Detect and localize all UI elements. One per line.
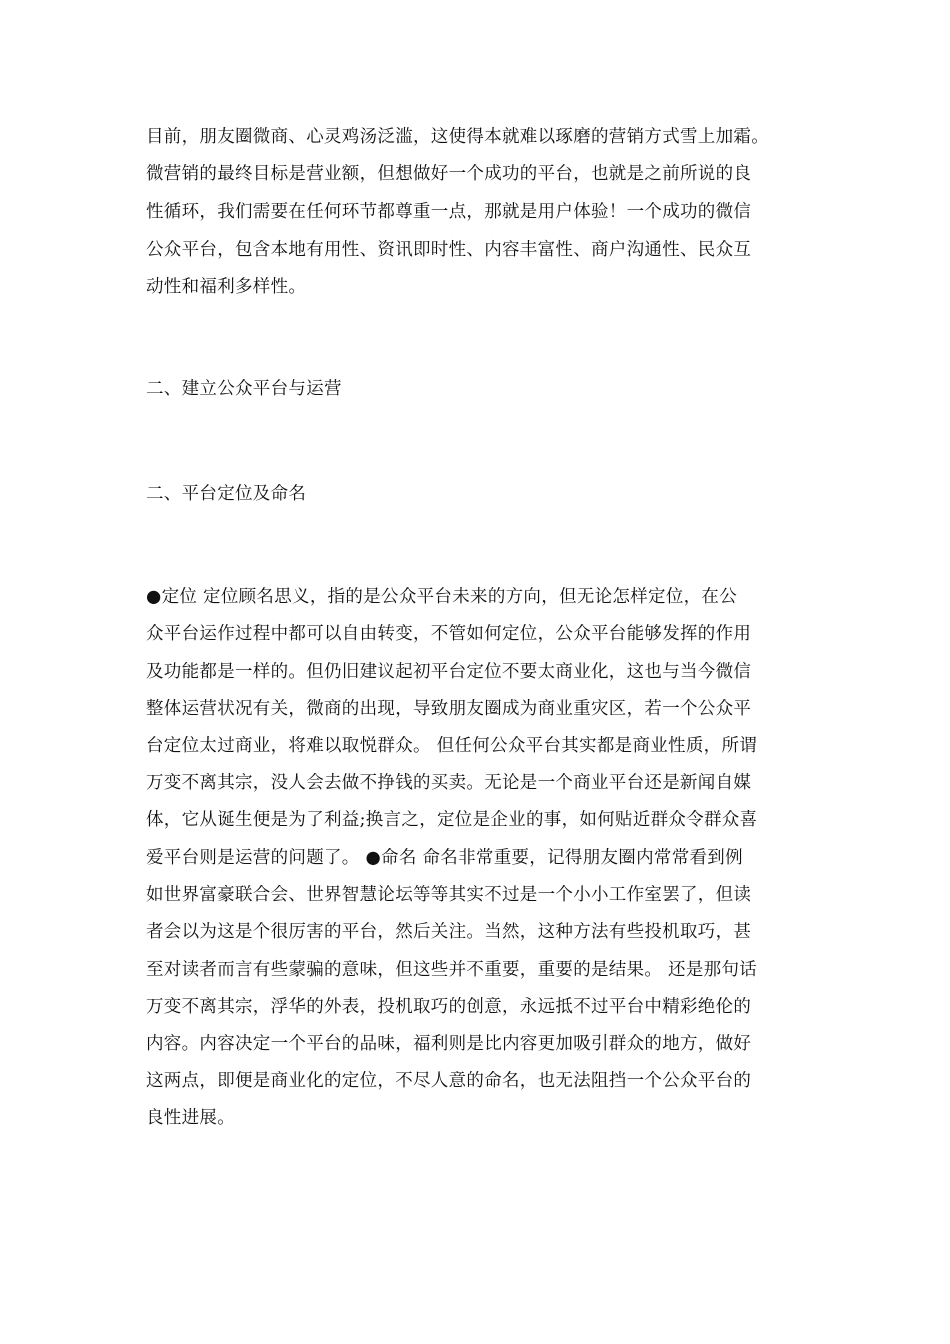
paragraph2-line-1: ●定位 定位顾名思义，指的是公众平台未来的方向，但无论怎样定位，在公 xyxy=(146,587,738,607)
paragraph2-line-3: 及功能都是一样的。但仍旧建议起初平台定位不要太商业化，这也与当今微信 xyxy=(146,662,752,682)
paragraph2-line-7: 体，它从诞生便是为了利益;换言之，定位是企业的事，如何贴近群众令群众喜 xyxy=(146,810,758,830)
paragraph2-line-8: 爱平台则是运营的问题了。 ●命名 命名非常重要，记得朋友圈内常常看到例 xyxy=(146,848,743,868)
paragraph2-line-15: 良性进展。 xyxy=(146,1108,235,1128)
paragraph2-line-13: 内容。内容决定一个平台的品味，福利则是比内容更加吸引群众的地方，做好 xyxy=(146,1034,752,1054)
section-heading-2: 二、平台定位及命名 xyxy=(146,484,307,504)
paragraph1-line-5: 动性和福利多样性。 xyxy=(146,277,307,297)
paragraph2-line-2: 众平台运作过程中都可以自由转变，不管如何定位，公众平台能够发挥的作用 xyxy=(146,624,752,644)
paragraph1-line-4: 公众平台，包含本地有用性、资讯即时性、内容丰富性、商户沟通性、民众互 xyxy=(146,240,752,260)
paragraph2-line-9: 如世界富豪联合会、世界智慧论坛等等其实不过是一个小小工作室罢了，但读 xyxy=(146,885,752,905)
paragraph1-line-1: 目前，朋友圈微商、心灵鸡汤泛滥，这使得本就难以琢磨的营销方式雪上加霜。 xyxy=(146,127,769,147)
paragraph2-line-12: 万变不离其宗，浮华的外表，投机取巧的创意，永远抵不过平台中精彩绝伦的 xyxy=(146,997,752,1017)
paragraph2-line-14: 这两点，即便是商业化的定位，不尽人意的命名，也无法阻挡一个公众平台的 xyxy=(146,1071,752,1091)
paragraph1-line-3: 性循环，我们需要在任何环节都尊重一点，那就是用户体验！一个成功的微信 xyxy=(146,202,752,222)
section-heading-1: 二、建立公众平台与运营 xyxy=(146,379,342,399)
paragraph1-line-2: 微营销的最终目标是营业额，但想做好一个成功的平台，也就是之前所说的良 xyxy=(146,164,752,184)
paragraph2-line-10: 者会以为这是个很厉害的平台，然后关注。当然，这种方法有些投机取巧，甚 xyxy=(146,922,752,942)
paragraph2-line-11: 至对读者而言有些蒙骗的意味，但这些并不重要，重要的是结果。 还是那句话 xyxy=(146,960,758,980)
paragraph2-line-4: 整体运营状况有关，微商的出现，导致朋友圈成为商业重灾区，若一个公众平 xyxy=(146,699,752,719)
paragraph2-line-5: 台定位太过商业，将难以取悦群众。 但任何公众平台其实都是商业性质，所谓 xyxy=(146,736,758,756)
paragraph2-line-6: 万变不离其宗，没人会去做不挣钱的买卖。无论是一个商业平台还是新闻自媒 xyxy=(146,773,752,793)
